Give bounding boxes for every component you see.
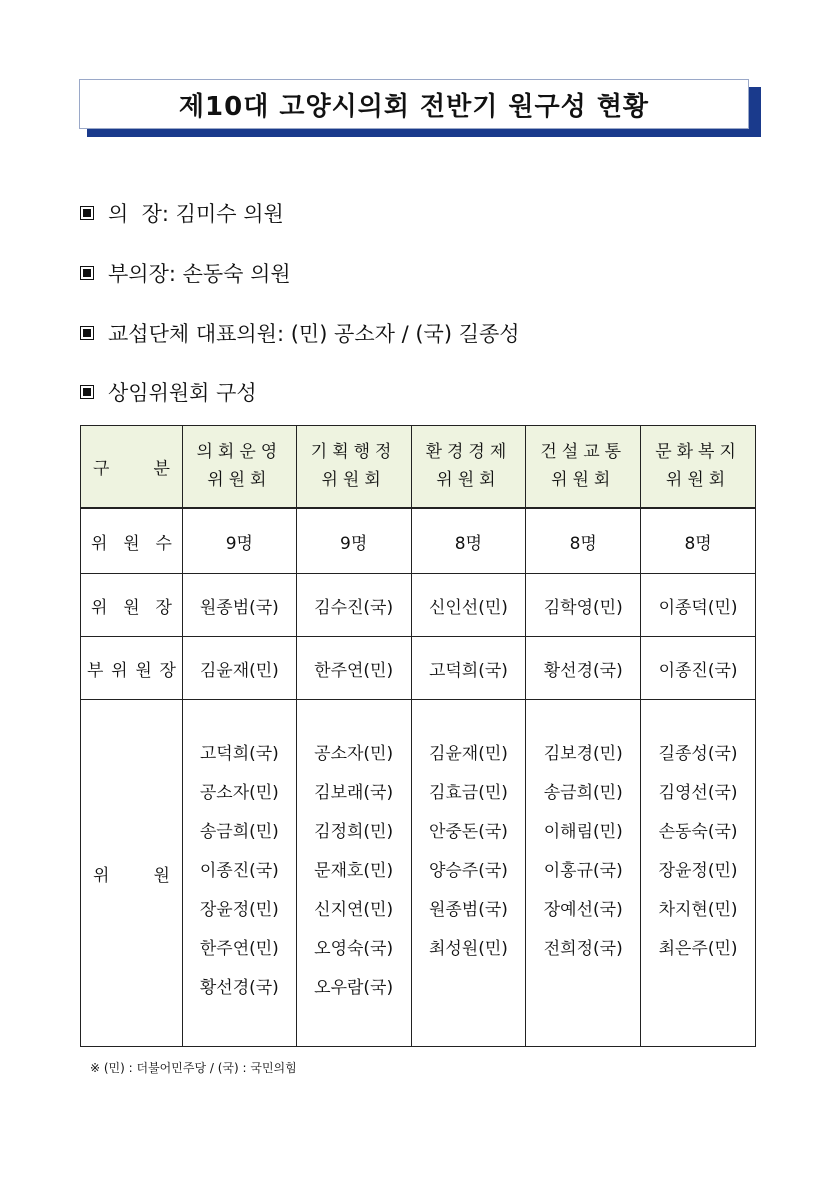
list-item: 김보경(민) — [543, 744, 623, 764]
committee-chair: 이종덕(민) — [641, 574, 756, 637]
committee-heading-line — [80, 377, 257, 407]
committee-vice-chair: 한주연(민) — [296, 637, 411, 700]
table-header-row — [81, 426, 756, 508]
list-item: 오우람(국) — [314, 978, 394, 998]
committee-header — [641, 426, 756, 508]
committee-header — [182, 426, 296, 508]
list-item: 손동숙(국) — [658, 822, 738, 842]
member-count: 8명 — [526, 509, 641, 574]
list-item: 안중돈(국) — [428, 822, 508, 842]
committee-suffix: 위원회 — [207, 469, 272, 490]
row-label-chair — [81, 574, 183, 637]
list-item: 길종성(국) — [658, 744, 738, 764]
committee-vice-chair: 김윤재(민) — [182, 637, 296, 700]
list-item: 김윤재(민) — [428, 744, 508, 764]
committee-name: 문화복지 — [655, 442, 741, 463]
committee-suffix: 위원회 — [436, 469, 501, 490]
party-legend-note: ※ (민) : 더불어민주당 / (국) : 국민의힘 — [90, 1061, 297, 1075]
list-item: 이해림(민) — [543, 822, 623, 842]
committee-name: 건설교통 — [540, 442, 627, 463]
list-item: 장윤정(민) — [658, 861, 738, 881]
list-item: 김보래(국) — [314, 783, 394, 803]
label-char: 원 — [153, 865, 170, 886]
list-item: 공소자(민) — [199, 783, 279, 803]
list-item: 최성원(민) — [428, 939, 508, 959]
committee-members — [411, 700, 526, 1047]
committee-name: 의회운영 — [196, 442, 283, 463]
table-row — [81, 637, 756, 700]
member-count: 8명 — [641, 509, 756, 574]
chair-line — [80, 198, 284, 228]
square-bullet-icon — [80, 385, 94, 399]
vice-chair-line — [80, 258, 291, 288]
label-char: 장 — [155, 597, 172, 618]
label-char: 부 — [87, 660, 104, 681]
label-char: 위 — [91, 597, 108, 618]
corner-cell — [81, 426, 183, 508]
list-item: 한주연(민) — [199, 939, 279, 959]
committee-suffix: 위원회 — [665, 469, 731, 490]
label-char: 수 — [155, 533, 172, 554]
list-item: 이홍규(국) — [543, 861, 623, 881]
list-item: 김영선(국) — [658, 783, 738, 803]
list-item: 김효금(민) — [428, 783, 508, 803]
committee-suffix: 위원회 — [551, 469, 616, 490]
committee-chair: 김수진(국) — [296, 574, 411, 637]
corner-a: 구 — [93, 459, 110, 479]
committee-chair: 원종범(국) — [182, 574, 296, 637]
label-char: 위 — [93, 865, 110, 886]
list-item: 장윤정(민) — [199, 900, 279, 920]
committee-chair: 신인선(민) — [411, 574, 526, 637]
leaders-text: 교섭단체 대표의원: (민) 공소자 / (국) 길종성 — [108, 322, 520, 346]
committee-vice-chair: 이종진(국) — [641, 637, 756, 700]
square-bullet-icon — [80, 326, 94, 340]
row-label-count — [81, 509, 183, 574]
leaders-line — [80, 318, 520, 348]
list-item: 전희정(국) — [543, 939, 623, 959]
committee-members — [182, 700, 296, 1047]
label-char: 위 — [91, 533, 108, 554]
list-item: 오영숙(국) — [314, 939, 394, 959]
committee-suffix: 위원회 — [321, 469, 386, 490]
title-banner — [79, 79, 761, 137]
list-item: 이종진(국) — [199, 861, 279, 881]
table-row — [81, 574, 756, 637]
table-row — [81, 700, 756, 1047]
table-row — [81, 509, 756, 574]
list-item: 공소자(민) — [314, 744, 394, 764]
list-item: 김정희(민) — [314, 822, 394, 842]
list-item: 송금희(민) — [543, 783, 623, 803]
list-item: 신지연(민) — [314, 900, 394, 920]
committee-heading-text: 상임위원회 구성 — [108, 381, 257, 405]
row-label-members — [81, 700, 183, 1047]
label-char: 원 — [123, 533, 140, 554]
committee-members — [296, 700, 411, 1047]
list-item: 차지현(민) — [658, 900, 738, 920]
member-count: 9명 — [182, 509, 296, 574]
list-item: 장예선(국) — [543, 900, 623, 920]
page-title: 제10대 고양시의회 전반기 원구성 현황 — [79, 79, 749, 129]
square-bullet-icon — [80, 266, 94, 280]
committee-chair: 김학영(민) — [526, 574, 641, 637]
committee-name: 환경경제 — [425, 442, 512, 463]
member-count: 9명 — [296, 509, 411, 574]
chair-text: 의 장: 김미수 의원 — [108, 202, 284, 226]
vice-chair-text: 부의장: 손동숙 의원 — [108, 262, 291, 286]
committee-vice-chair: 황선경(국) — [526, 637, 641, 700]
square-bullet-icon — [80, 206, 94, 220]
label-char: 위 — [111, 660, 128, 681]
list-item: 양승주(국) — [428, 861, 508, 881]
list-item: 송금희(민) — [199, 822, 279, 842]
row-label-vice — [81, 637, 183, 700]
label-char: 원 — [123, 597, 140, 618]
committee-header — [411, 426, 526, 508]
list-item: 고덕희(국) — [199, 744, 279, 764]
list-item: 원종범(국) — [428, 900, 508, 920]
committee-members — [641, 700, 756, 1047]
committee-name: 기획행정 — [310, 442, 397, 463]
committee-vice-chair: 고덕희(국) — [411, 637, 526, 700]
member-count: 8명 — [411, 509, 526, 574]
committee-table — [80, 425, 756, 1047]
list-item: 황선경(국) — [199, 978, 279, 998]
committee-header — [526, 426, 641, 508]
label-char: 원 — [135, 660, 152, 681]
corner-b: 분 — [153, 459, 170, 479]
label-char: 장 — [159, 660, 176, 681]
committee-members — [526, 700, 641, 1047]
committee-header — [296, 426, 411, 508]
list-item: 문재호(민) — [314, 861, 394, 881]
list-item: 최은주(민) — [658, 939, 738, 959]
